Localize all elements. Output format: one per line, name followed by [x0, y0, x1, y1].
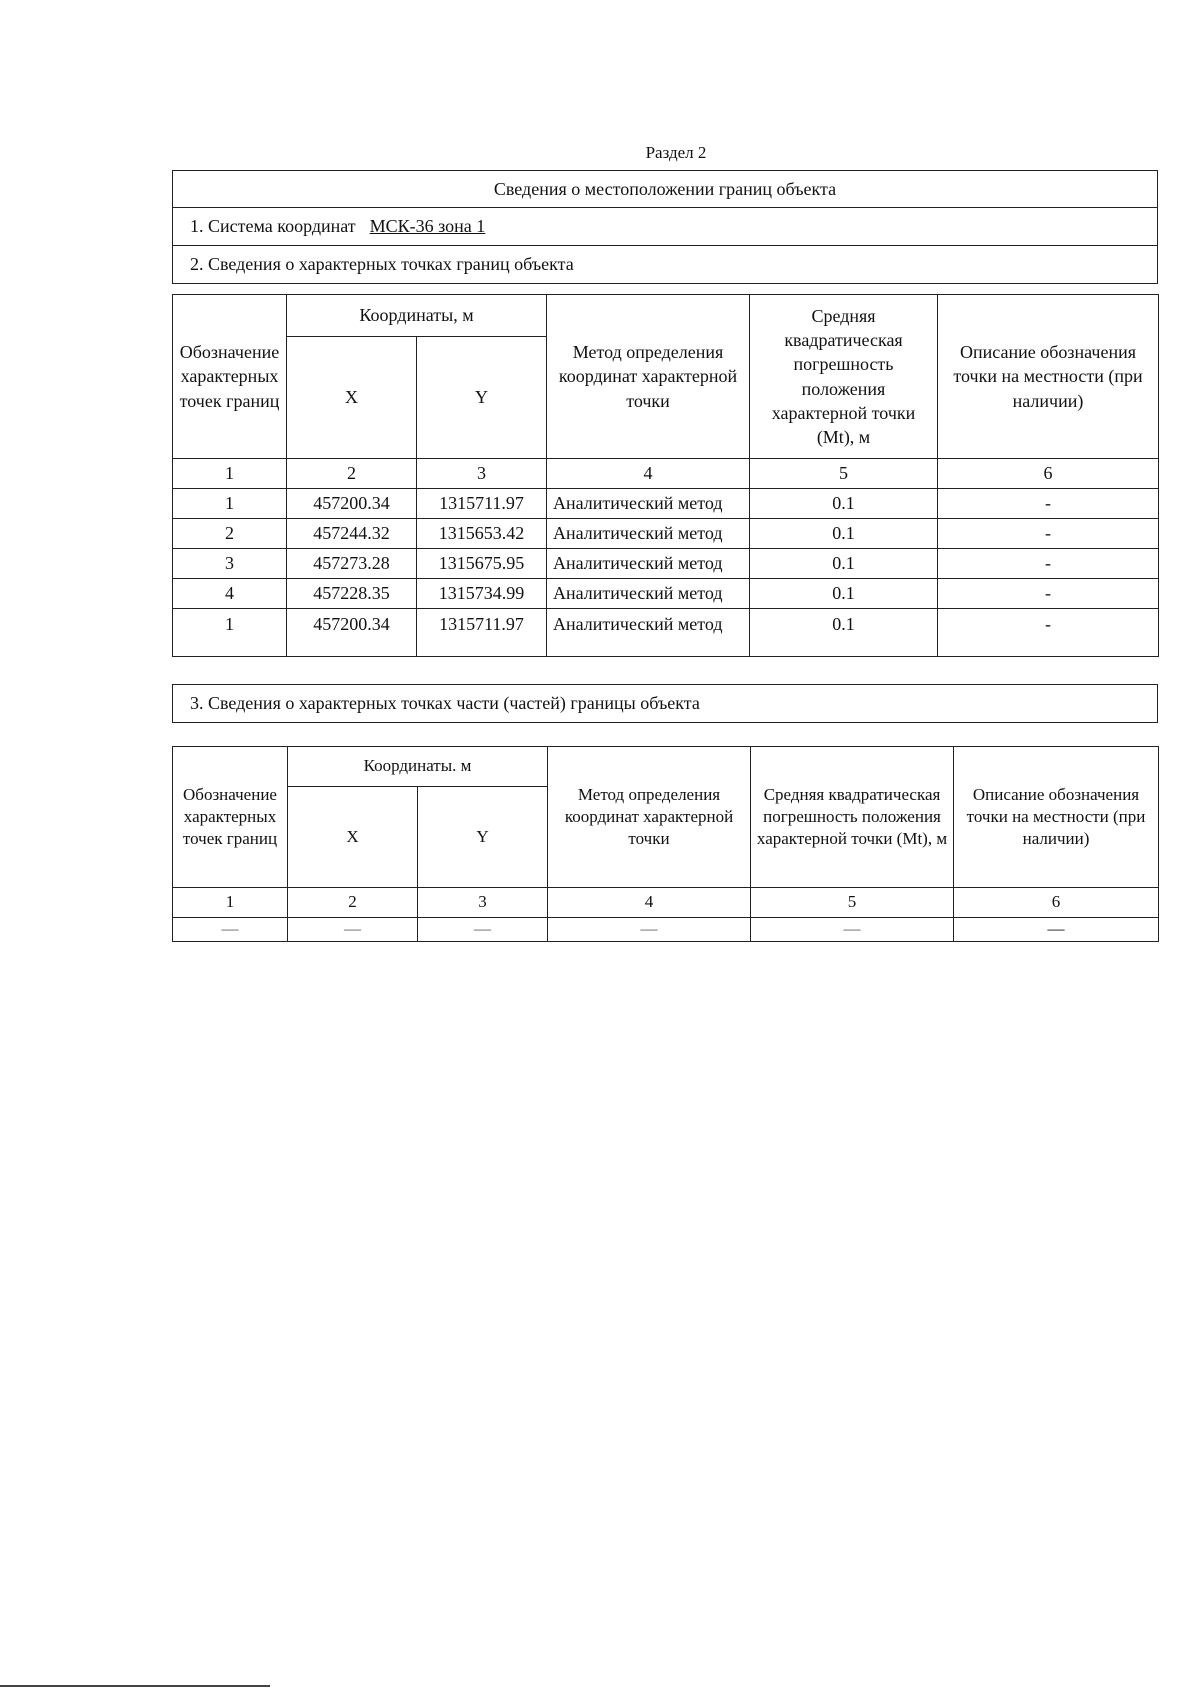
- part-points-table: [172, 746, 1159, 942]
- col-number: 2: [288, 888, 418, 918]
- point-number: 1: [173, 609, 287, 657]
- col-number: 3: [417, 459, 547, 489]
- point-mt: 0.1: [750, 519, 938, 549]
- point-number: 4: [173, 579, 287, 609]
- column-number-row: [173, 888, 1159, 918]
- coord-system-row: [173, 208, 1157, 246]
- point-description: -: [938, 519, 1159, 549]
- coord-system-value: МСК-36 зона 1: [369, 216, 486, 236]
- empty-cell: —: [418, 918, 548, 942]
- point-description: -: [938, 549, 1159, 579]
- point-method: Аналитический метод: [547, 579, 750, 609]
- header-coordinates: Координаты. м: [288, 747, 548, 787]
- empty-cell: —: [548, 918, 751, 942]
- empty-cell: —: [954, 918, 1159, 942]
- header-error: Средняя квадратическая погрешность положения характерной точки (Mt), м: [751, 747, 954, 888]
- header-designation: Обозначение характерных точек границ: [173, 295, 287, 459]
- header-coordinates: Координаты, м: [287, 295, 547, 337]
- empty-cell: —: [173, 918, 288, 942]
- point-description: -: [938, 579, 1159, 609]
- section-label: Раздел 2: [645, 143, 707, 162]
- col-number: 2: [287, 459, 417, 489]
- part-points-block: [172, 684, 1158, 723]
- boundary-points-table: [172, 294, 1159, 657]
- point-mt: 0.1: [750, 549, 938, 579]
- col-number: 4: [547, 459, 750, 489]
- point-y: 1315734.99: [417, 579, 547, 609]
- location-info-block: [172, 170, 1158, 284]
- point-number: 2: [173, 519, 287, 549]
- table-header-row: [173, 295, 1159, 337]
- table-row: [173, 579, 1159, 609]
- point-y: 1315653.42: [417, 519, 547, 549]
- empty-cell: —: [288, 918, 418, 942]
- table-row: [173, 549, 1159, 579]
- point-method: Аналитический метод: [547, 519, 750, 549]
- header-error: Средняя квадратическая погрешность положения характерной точки (Mt), м: [750, 295, 938, 459]
- header-y: Y: [418, 787, 548, 888]
- column-number-row: [173, 459, 1159, 489]
- point-description: -: [938, 489, 1159, 519]
- header-x: X: [288, 787, 418, 888]
- table-row: [173, 489, 1159, 519]
- point-method: Аналитический метод: [547, 489, 750, 519]
- header-y: Y: [417, 337, 547, 459]
- header-description: Описание обозначения точки на местности (при наличии): [938, 295, 1159, 459]
- table-row: [173, 918, 1159, 942]
- point-y: 1315711.97: [417, 609, 547, 657]
- col-number: 5: [751, 888, 954, 918]
- point-x: 457273.28: [287, 549, 417, 579]
- col-number: 1: [173, 459, 287, 489]
- col-number: 5: [750, 459, 938, 489]
- col-number: 6: [938, 459, 1159, 489]
- point-number: 1: [173, 489, 287, 519]
- col-number: 3: [418, 888, 548, 918]
- header-method: Метод определения координат характерной точки: [547, 295, 750, 459]
- header-x: X: [287, 337, 417, 459]
- table-row: [173, 609, 1159, 657]
- point-x: 457244.32: [287, 519, 417, 549]
- point-description: -: [938, 609, 1159, 657]
- header-designation: Обозначение характерных точек границ: [173, 747, 288, 888]
- empty-cell: —: [751, 918, 954, 942]
- point-method: Аналитический метод: [547, 549, 750, 579]
- point-mt: 0.1: [750, 579, 938, 609]
- coord-system-label: 1. Система координат: [190, 216, 356, 236]
- header-method: Метод определения координат характерной точки: [548, 747, 751, 888]
- col-number: 4: [548, 888, 751, 918]
- point-number: 3: [173, 549, 287, 579]
- header-description: Описание обозначения точки на местности (при наличии): [954, 747, 1159, 888]
- col-number: 1: [173, 888, 288, 918]
- point-y: 1315711.97: [417, 489, 547, 519]
- col-number: 6: [954, 888, 1159, 918]
- table-header-row: [173, 747, 1159, 787]
- point-mt: 0.1: [750, 489, 938, 519]
- point-x: 457200.34: [287, 609, 417, 657]
- table-row: [173, 519, 1159, 549]
- point-y: 1315675.95: [417, 549, 547, 579]
- point-x: 457200.34: [287, 489, 417, 519]
- page-edge-line: [0, 1685, 270, 1687]
- point-mt: 0.1: [750, 609, 938, 657]
- points-heading: 2. Сведения о характерных точках границ объекта: [190, 254, 574, 274]
- part-points-heading: 3. Сведения о характерных точках части (частей) границы объекта: [190, 693, 700, 713]
- point-method: Аналитический метод: [547, 609, 750, 657]
- point-x: 457228.35: [287, 579, 417, 609]
- location-info-title: Сведения о местоположении границ объекта: [173, 171, 1157, 208]
